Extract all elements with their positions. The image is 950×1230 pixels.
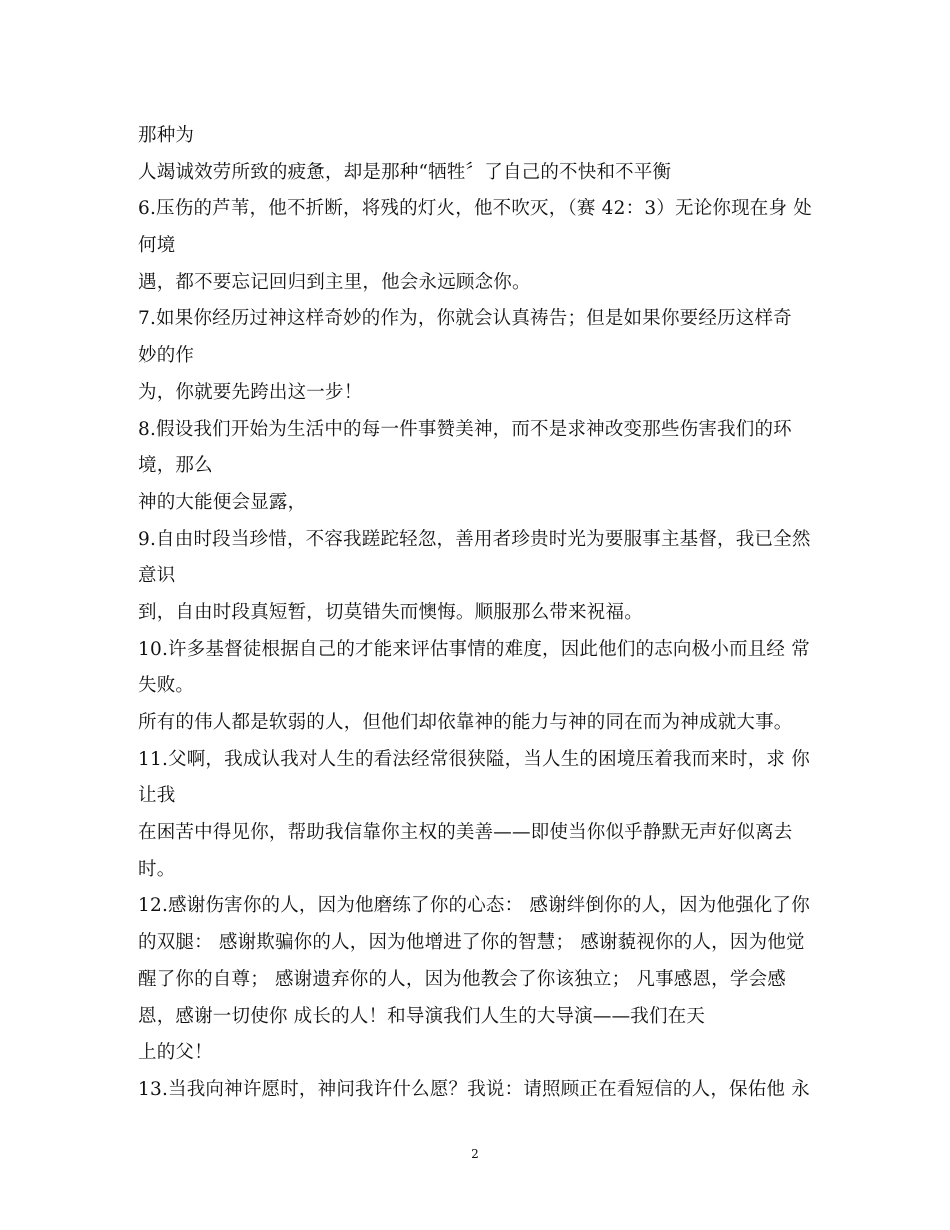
text-line: 9.自由时段当珍惜，不容我蹉跎轻忽，善用者珍贵时光为要服事主基督，我已全然 [138, 528, 811, 550]
text-line: 人竭诚效劳所致的疲惫，却是那种“牺牲〞了自己的不快和不平衡 [138, 161, 672, 183]
text-line: 时。 [138, 858, 176, 880]
text-line: 12.感谢伤害你的人，因为他磨练了你的心态： 感谢绊倒你的人，因为他强化了你 [138, 895, 810, 917]
text-line: 上的父！ [138, 1042, 213, 1064]
text-line: 那种为 [138, 125, 195, 146]
text-line: 在困苦中得见你，帮助我信靠你主权的美善——即使当你似乎静默无声好似离去 [138, 822, 793, 844]
text-line: 所有的伟人都是软弱的人，但他们却依靠神的能力与神的同在而为神成就大事。 [138, 712, 793, 733]
page-number: 2 [471, 1147, 479, 1161]
text-line: 6.压伤的芦苇，他不折断，将残的灯火，他不吹灭，（赛 42：3）无论你现在身 处 [138, 198, 812, 220]
text-line: 为，你就要先跨出这一步！ [138, 381, 363, 403]
text-line: 妙的作 [138, 345, 195, 367]
text-line: 13.当我向神许愿时，神问我许什么愿？我说：请照顾正在看短信的人，保佑他 永 [138, 1078, 810, 1100]
text-line: 失败。 [138, 675, 195, 697]
text-line: 到，自由时段真短暂，切莫错失而懊悔。顺服那么带来祝福。 [138, 601, 643, 623]
text-line: 10.许多基督徒根据自己的才能来评估事情的难度，因此他们的志向极小而且经 常 [138, 638, 810, 660]
text-line: 11.父啊，我成认我对人生的看法经常很狭隘，当人生的困境压着我而来时，求 你 [138, 748, 810, 770]
body-text [138, 126, 818, 1117]
text-line: 的双腿： 感谢欺骗你的人，因为他增进了你的智慧； 感谢藐视你的人，因为他觉 [138, 932, 805, 954]
text-line: 何境 [138, 235, 176, 257]
text-line: 意识 [138, 565, 176, 587]
text-line: 7.如果你经历过神这样奇妙的作为，你就会认真祷告；但是如果你要经历这样奇 [138, 308, 792, 330]
text-line: 恩，感谢一切使你 成长的人！和导演我们人生的大导演——我们在天 [138, 1005, 706, 1027]
text-line: 境，那么 [138, 455, 213, 477]
text-line: 遇，都不要忘记回归到主里，他会永远顾念你。 [138, 271, 531, 293]
text-line: 神的大能便会显露， [138, 491, 307, 513]
text-line: 8.假设我们开始为生活中的每一件事赞美神，而不是求神改变那些伤害我们的环 [138, 418, 792, 440]
text-line: 让我 [138, 785, 176, 807]
text-line: 醒了你的自尊； 感谢遗弃你的人，因为他教会了你该独立； 凡事感恩，学会感 [138, 968, 786, 990]
